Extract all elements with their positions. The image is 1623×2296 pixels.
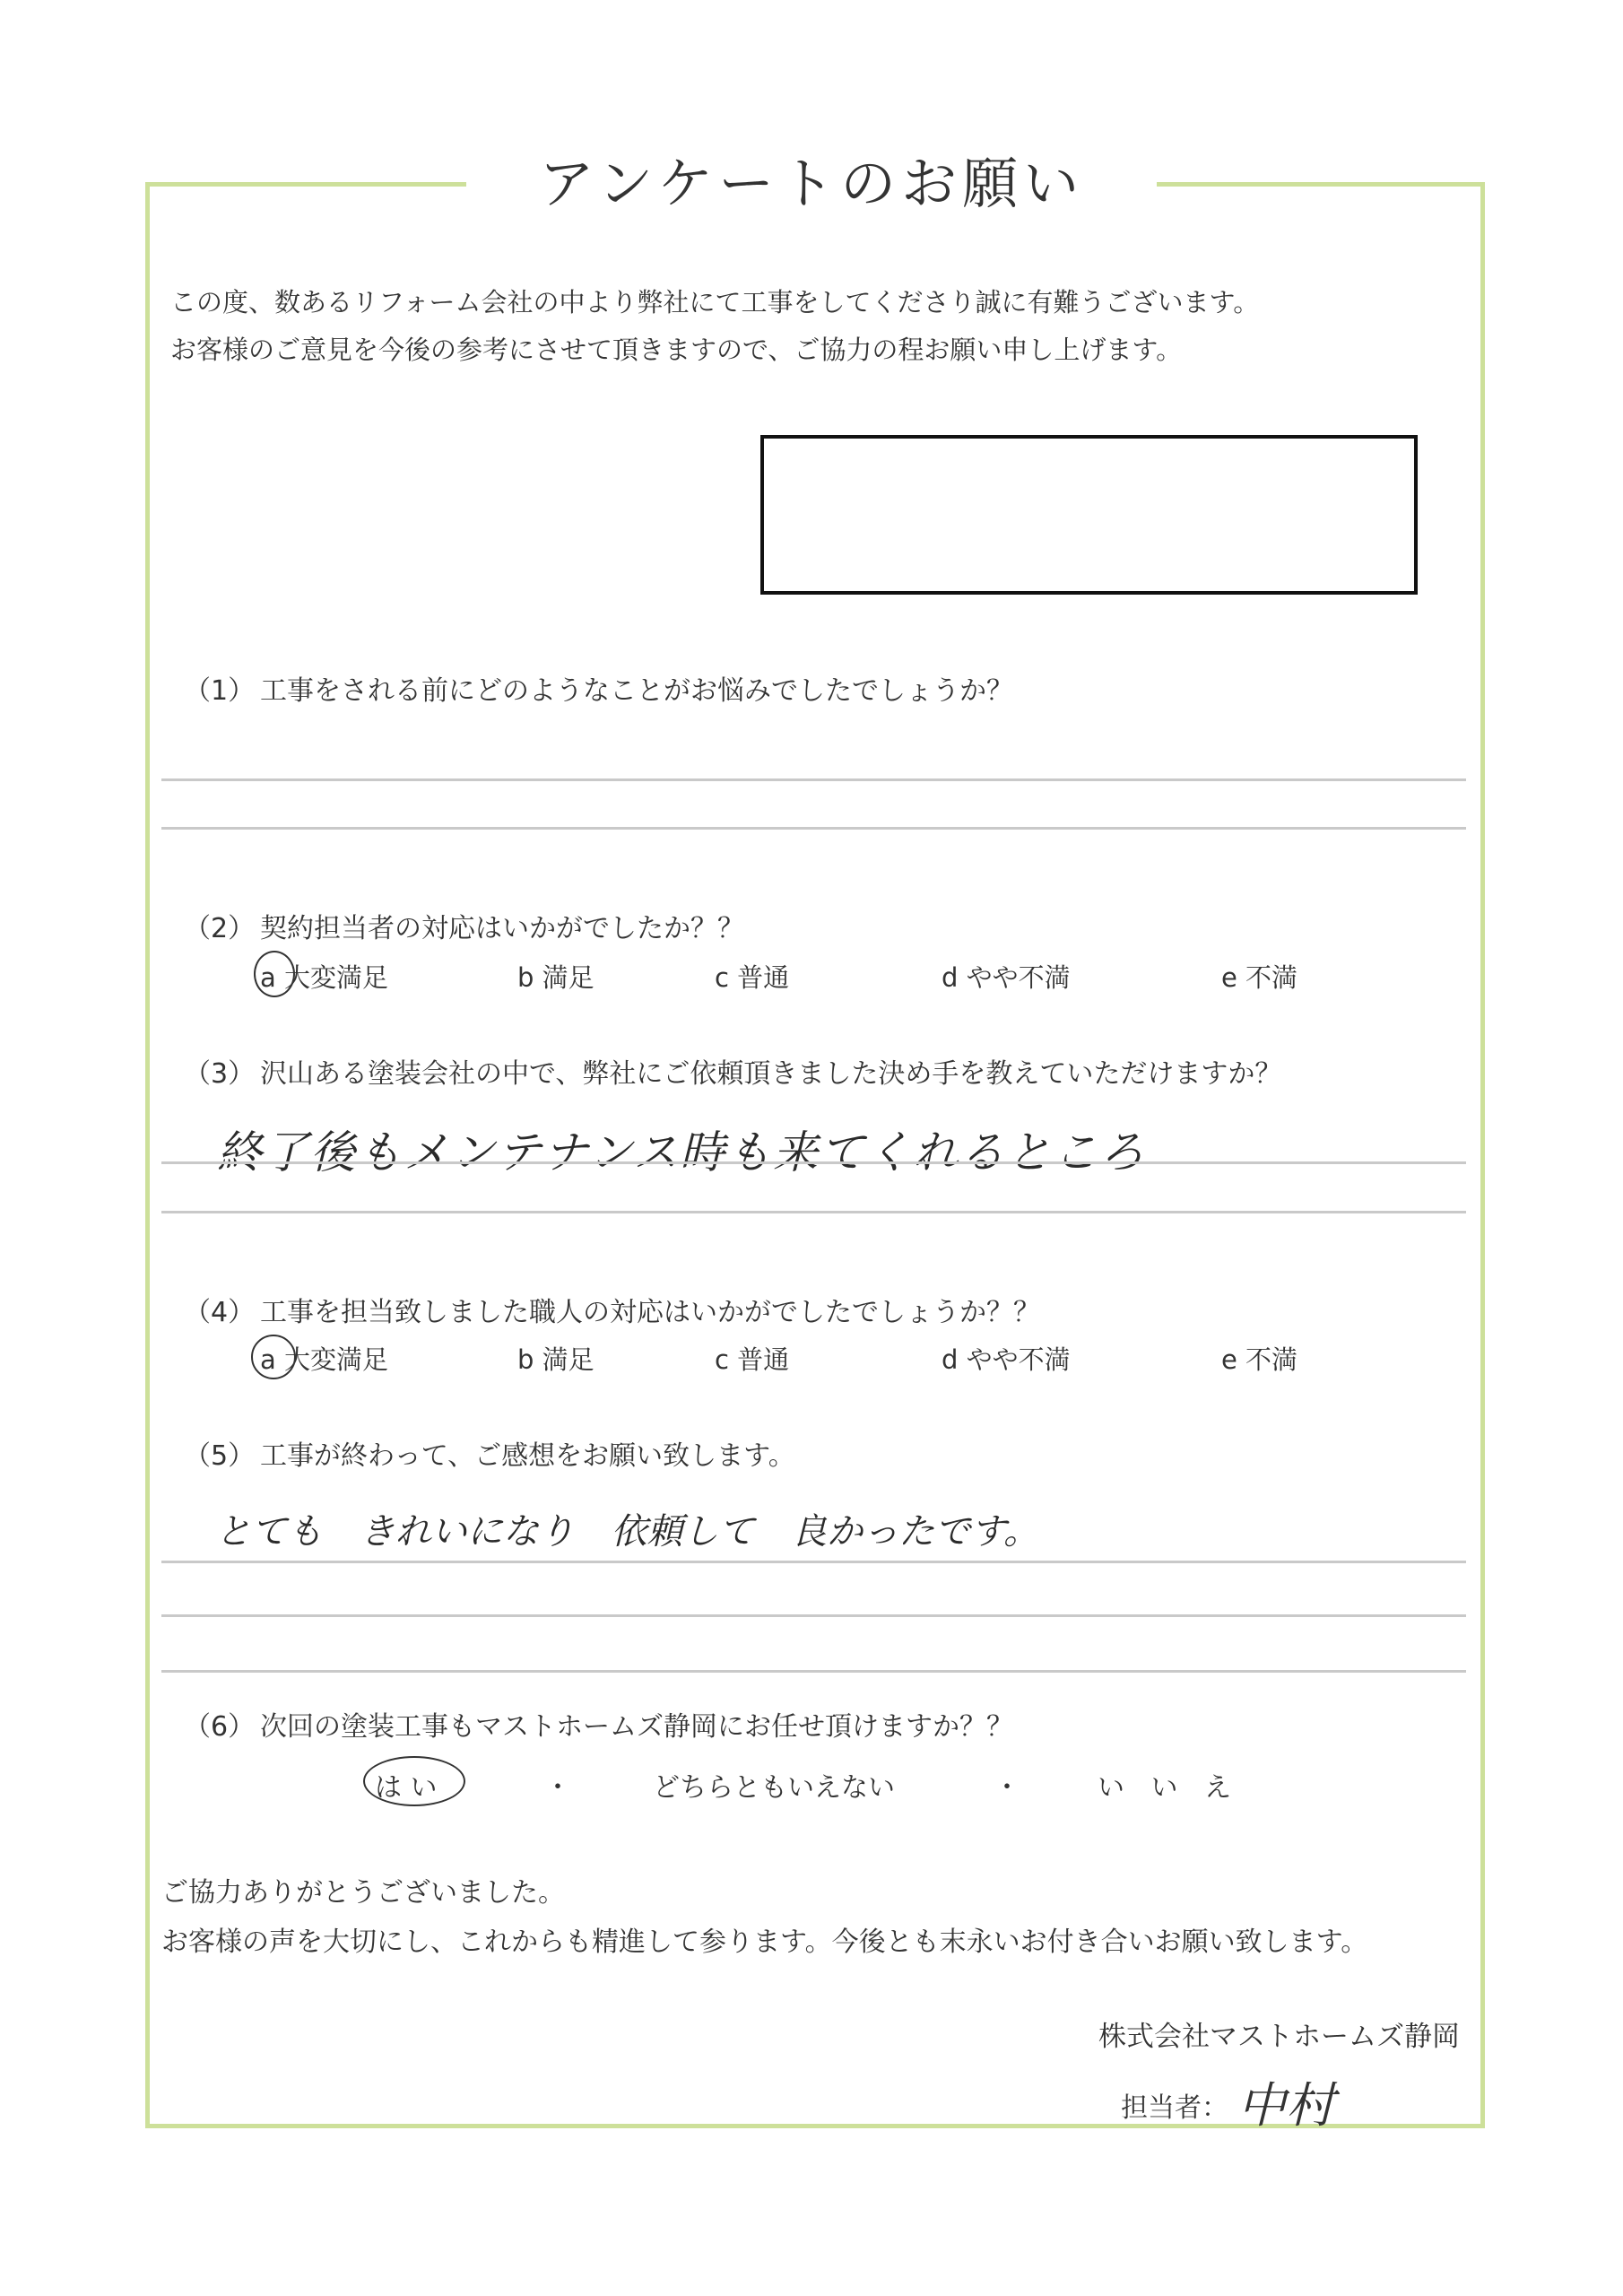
title-box <box>466 144 1157 224</box>
company-name: 株式会社マストホームズ静岡 <box>1098 2021 1460 2053</box>
question-number: （3） <box>184 1058 256 1090</box>
answer-line <box>161 778 1466 781</box>
q2-option-d[interactable]: d やや不満 <box>942 962 1071 993</box>
answer-line <box>161 1670 1466 1673</box>
answer-line <box>161 1614 1466 1617</box>
intro-line-2: お客様のご意見を今後の参考にさせて頂きますので、ご協力の程お願い申し上げます。 <box>170 335 1183 365</box>
question-number: （6） <box>184 1711 256 1743</box>
separator-dot: ・ <box>994 1772 1020 1804</box>
question-number: （2） <box>184 913 256 944</box>
question-text: 次回の塗装工事もマストホームズ静岡にお任せ頂けますか？？ <box>260 1711 1013 1743</box>
question-5 <box>184 1433 795 1473</box>
question-text: 工事をされる前にどのようなことがお悩みでしたでしょうか？ <box>260 675 1013 707</box>
staff-label: 担当者： <box>1121 2092 1228 2124</box>
intro-line-1: この度、数あるリフォーム会社の中より弊社にて工事をしてくださり誠に有難うございます。 <box>170 287 1260 317</box>
question-number: （4） <box>184 1297 256 1328</box>
answer-line <box>161 1211 1466 1213</box>
q2-option-c[interactable]: c 普通 <box>715 962 790 993</box>
q6-option-neither[interactable]: どちらともいえない <box>653 1772 895 1804</box>
q2-option-b[interactable]: b 満足 <box>517 962 595 993</box>
q6-option-no[interactable]: い い え <box>1098 1772 1241 1804</box>
q2-option-e[interactable]: e 不満 <box>1221 962 1298 993</box>
q5-handwritten-answer: とても きれいになり 依頼して 良かったです。 <box>215 1511 1039 1552</box>
closing-line-1: ご協力ありがとうございました。 <box>161 1877 565 1909</box>
redacted-box <box>760 435 1418 595</box>
survey-title: アンケートのお願い <box>538 151 1085 216</box>
closing-line-2: お客様の声を大切にし、これからも精進して参ります。今後とも末永いお付き合いお願い致します。 <box>161 1926 1368 1958</box>
question-4 <box>184 1290 1040 1329</box>
selection-circle <box>363 1756 465 1806</box>
question-1 <box>184 668 1013 708</box>
q4-option-b[interactable]: b 満足 <box>517 1344 595 1375</box>
answer-line <box>161 1161 1466 1164</box>
question-6 <box>184 1704 1013 1744</box>
q2-option-a[interactable]: a 大変満足 <box>260 962 388 993</box>
question-text: 工事を担当致しました職人の対応はいかがでしたでしょうか？？ <box>260 1297 1040 1328</box>
q4-option-e[interactable]: e 不満 <box>1221 1344 1298 1375</box>
question-text: 契約担当者の対応はいかがでしたか？？ <box>260 913 744 944</box>
q4-option-d[interactable]: d やや不満 <box>942 1344 1071 1375</box>
staff-signature <box>1121 2067 1334 2136</box>
question-text: 沢山ある塗装会社の中で、弊社にご依頼頂きました決め手を教えていただけますか？ <box>260 1058 1282 1090</box>
selection-circle <box>251 1335 296 1379</box>
question-2 <box>184 906 744 945</box>
question-3 <box>184 1051 1281 1091</box>
answer-line <box>161 1561 1466 1563</box>
question-text: 工事が終わって、ご感想をお願い致します。 <box>260 1440 795 1472</box>
selection-circle <box>254 951 295 997</box>
q4-option-c[interactable]: c 普通 <box>715 1344 790 1375</box>
question-number: （5） <box>184 1440 256 1472</box>
answer-line <box>161 827 1466 830</box>
question-number: （1） <box>184 675 256 707</box>
separator-dot: ・ <box>544 1772 571 1804</box>
q4-option-a[interactable]: a 大変満足 <box>260 1344 388 1375</box>
staff-name: 中村 <box>1237 2077 1334 2134</box>
q3-handwritten-answer: 終了後もメンテナンス時も来てくれるところ <box>217 1126 1146 1178</box>
q6-option-yes[interactable]: は い <box>375 1772 438 1804</box>
